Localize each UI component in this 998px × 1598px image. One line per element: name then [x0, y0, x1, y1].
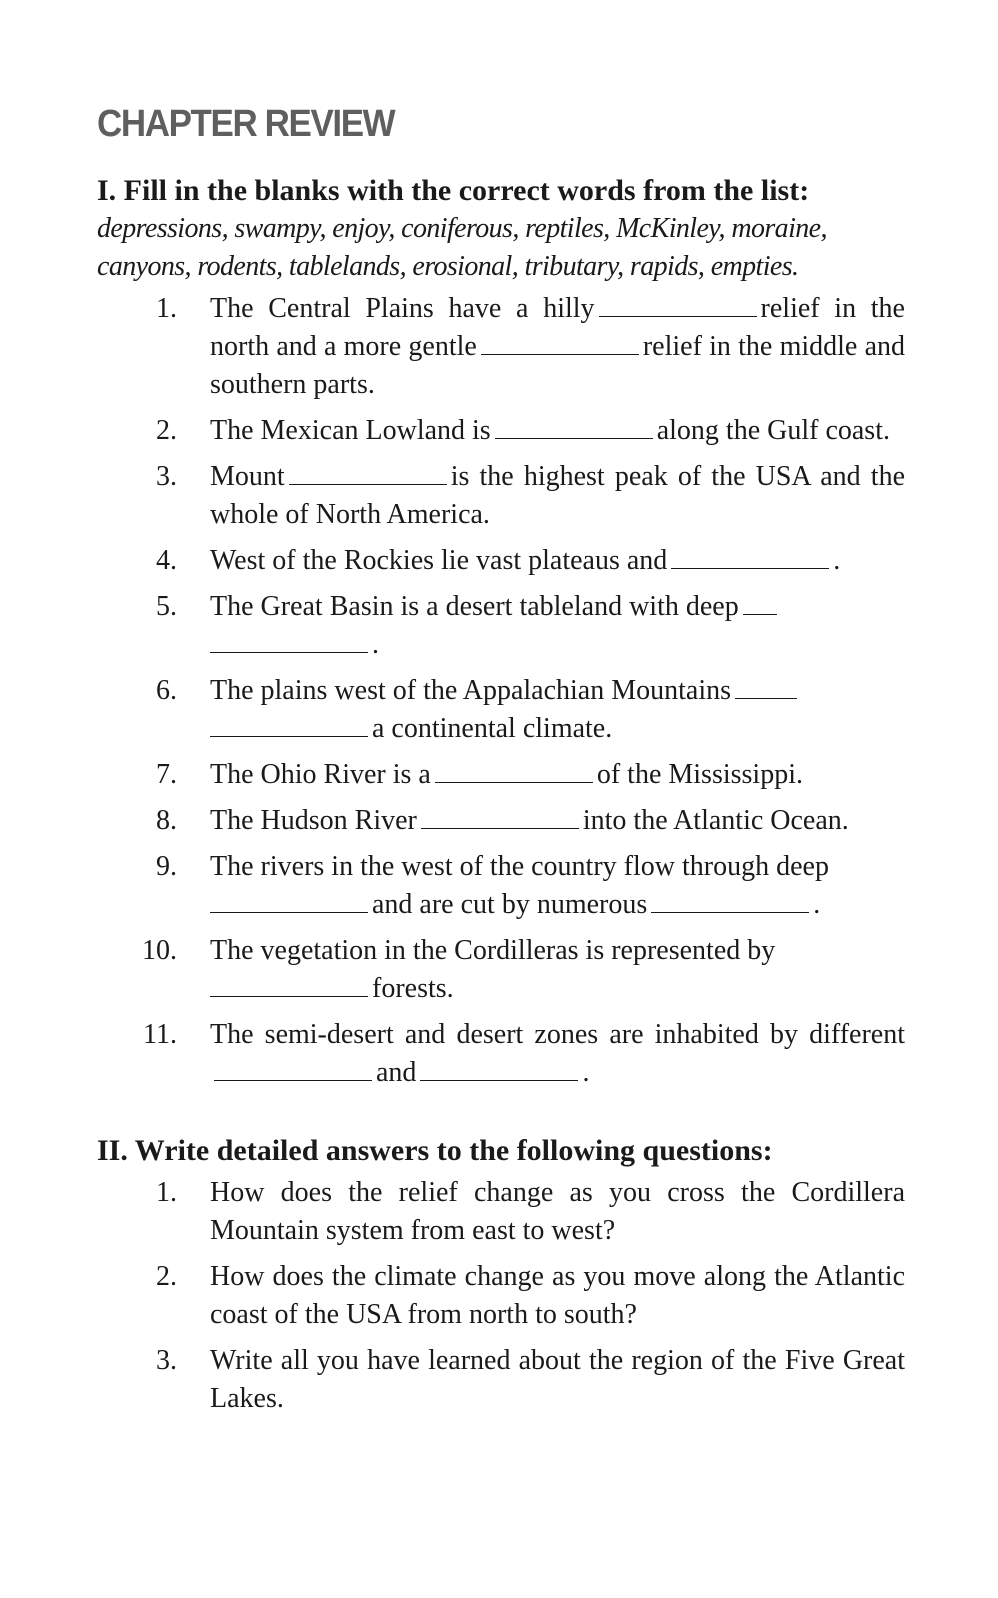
- answer-blank-continued[interactable]: [210, 628, 368, 653]
- item-number: 10.: [142, 935, 177, 966]
- item-text: The Ohio River is a: [210, 759, 431, 790]
- item-text: .: [833, 545, 841, 576]
- list-item: [97, 848, 905, 924]
- item-text: .: [813, 889, 821, 920]
- list-item: [97, 1016, 905, 1092]
- item-text: How does the relief change as you cross the Cordillera Mountain system from east to west?: [210, 1177, 905, 1246]
- item-text: and are cut by numerous: [372, 889, 648, 920]
- page: [97, 98, 905, 1426]
- item-number: 8.: [156, 805, 177, 836]
- list-item: [97, 756, 905, 794]
- list-item: [97, 1174, 905, 1250]
- item-text: relief in the north and a more gentle: [210, 293, 905, 362]
- answer-blank[interactable]: [481, 330, 639, 355]
- item-text: forests.: [372, 973, 454, 1004]
- item-text: The Great Basin is a desert tableland with deep: [210, 591, 739, 622]
- answer-blank[interactable]: [671, 544, 829, 569]
- list-item: [97, 458, 905, 534]
- list-item: [97, 542, 905, 580]
- answer-blank[interactable]: [599, 292, 757, 317]
- list-item: [97, 588, 905, 664]
- item-text: The vegetation in the Cordilleras is represented by: [210, 935, 776, 966]
- item-number: 1.: [156, 293, 177, 324]
- fill-in-list: [97, 290, 905, 1092]
- answer-blank[interactable]: [495, 414, 653, 439]
- answer-blank-continued[interactable]: [210, 712, 368, 737]
- item-number: 3.: [156, 461, 177, 492]
- list-item: [97, 412, 905, 450]
- item-text: West of the Rockies lie vast plateaus and: [210, 545, 668, 576]
- item-number: 1.: [156, 1177, 177, 1208]
- list-item: [97, 1258, 905, 1334]
- chapter-title: CHAPTER REVIEW: [97, 103, 395, 145]
- answer-blank[interactable]: [210, 972, 368, 997]
- item-text: The semi-desert and desert zones are inhabited by different: [210, 1019, 905, 1050]
- word-list: depressions, swampy, enjoy, coniferous, reptiles, McKinley, moraine, canyons, rodents, tablelands, erosional, tributary, rapids, empties.: [97, 213, 827, 282]
- item-text: How does the climate change as you move along the Atlantic coast of the USA from north to south?: [210, 1261, 905, 1330]
- answer-blank[interactable]: [651, 888, 809, 913]
- list-item: [97, 672, 905, 748]
- item-text: along the Gulf coast.: [656, 415, 890, 446]
- item-text: a continental climate.: [372, 713, 613, 744]
- item-text: The Hudson River: [210, 805, 417, 836]
- answer-blank[interactable]: [435, 758, 593, 783]
- answer-blank[interactable]: [210, 888, 368, 913]
- item-text: Write all you have learned about the region of the Five Great Lakes.: [210, 1345, 905, 1414]
- question-list: [97, 1174, 905, 1418]
- item-text: is the highest peak of the USA and the whole of North America.: [210, 461, 905, 530]
- item-number: 9.: [156, 851, 177, 882]
- item-number: 5.: [156, 591, 177, 622]
- item-text: Mount: [210, 461, 285, 492]
- section-2-heading: II. Write detailed answers to the following questions:: [97, 1134, 773, 1167]
- item-text: .: [582, 1057, 590, 1088]
- section-detailed-answers: [97, 1132, 905, 1418]
- item-text: The rivers in the west of the country flow through deep: [210, 851, 829, 882]
- item-number: 3.: [156, 1345, 177, 1376]
- item-text: into the Atlantic Ocean.: [582, 805, 849, 836]
- section-1-heading: I. Fill in the blanks with the correct words from the list:: [97, 174, 810, 207]
- item-text: .: [372, 629, 379, 660]
- list-item: [97, 1342, 905, 1418]
- item-text: The plains west of the Appalachian Mountains: [210, 675, 731, 706]
- answer-blank[interactable]: [289, 460, 447, 485]
- item-number: 6.: [156, 675, 177, 706]
- answer-blank[interactable]: [421, 804, 579, 829]
- answer-blank[interactable]: [743, 590, 777, 615]
- item-text: The Central Plains have a hilly: [210, 293, 595, 324]
- answer-blank[interactable]: [735, 674, 797, 699]
- item-text: of the Mississippi.: [596, 759, 803, 790]
- answer-blank[interactable]: [214, 1056, 372, 1081]
- item-number: 2.: [156, 415, 177, 446]
- list-item: [97, 802, 905, 840]
- item-number: 2.: [156, 1261, 177, 1292]
- section-fill-in-blanks: [97, 172, 905, 1092]
- list-item: [97, 290, 905, 404]
- item-number: 7.: [156, 759, 177, 790]
- item-text: relief in the middle and southern parts.: [210, 331, 905, 400]
- item-text: The Mexican Lowland is: [210, 415, 491, 446]
- answer-blank[interactable]: [420, 1056, 578, 1081]
- item-number: 4.: [156, 545, 177, 576]
- list-item: [97, 932, 905, 1008]
- item-text: and: [376, 1057, 417, 1088]
- item-number: 11.: [143, 1019, 177, 1050]
